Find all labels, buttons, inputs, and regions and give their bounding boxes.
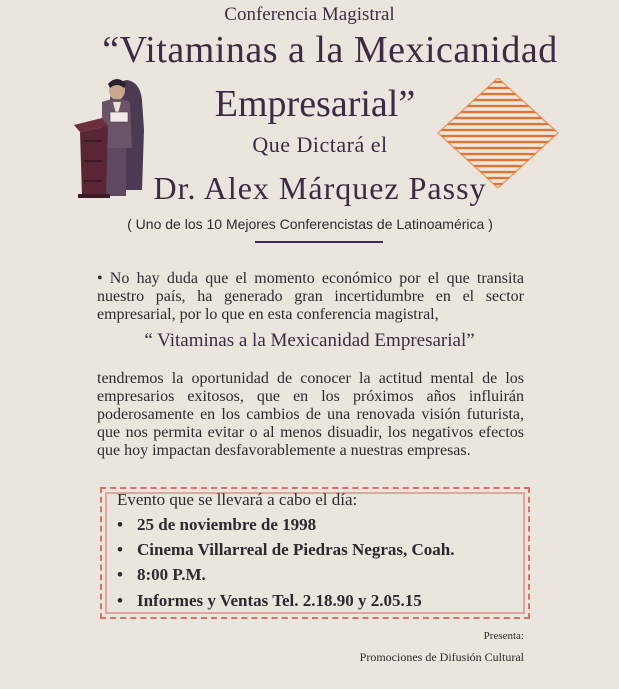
quoted-title: “ Vitaminas a la Mexicanidad Empresarial” (144, 330, 475, 351)
divider-rule (255, 241, 383, 243)
conference-kicker: Conferencia Magistral (224, 4, 395, 25)
event-item-venue (117, 540, 454, 560)
event-item-info (117, 591, 422, 611)
event-item-text: 8:00 P.M. (137, 565, 206, 584)
bullet-icon: • (117, 515, 123, 534)
speaker-subtitle: ( Uno de los 10 Mejores Conferencistas de Latinoamérica ) (127, 216, 493, 232)
title-line-1: “Vitaminas a la Mexicanidad (102, 29, 558, 71)
event-item-text: Informes y Ventas Tel. 2.18.90 y 2.05.15 (137, 591, 422, 610)
event-item-date (117, 515, 316, 535)
intro-text: Que Dictará el (252, 132, 388, 157)
event-heading: Evento que se llevará a cabo el día: (117, 490, 358, 509)
organizer-name: Promociones de Difusión Cultural (359, 650, 524, 664)
body-paragraph-1: • No hay duda que el momento económico por el que transita nuestro país, ha generado gran incertidumbre en el sector empresarial, por lo que en esta conferencia magistral, (97, 270, 524, 323)
event-item-time (117, 565, 206, 585)
bullet-icon: • (117, 591, 123, 610)
event-item-text: 25 de noviembre de 1998 (137, 515, 317, 534)
event-item-text: Cinema Villarreal de Piedras Negras, Coah. (137, 540, 455, 559)
speaker-name: Dr. Alex Márquez Passy (153, 170, 487, 206)
presenta-label: Presenta: (483, 630, 524, 642)
bullet-icon: • (117, 565, 123, 584)
title-line-2: Empresarial” (214, 83, 416, 125)
bullet-icon: • (117, 540, 123, 559)
body-paragraph-2: tendremos la oportunidad de conocer la actitud mental de los empresarios exitosos, que en los próximos años influirán poderosamente en los cambios de una renovada visión futurista, que nos permita evitar o al menos disuadir, los negativos efectos que hoy impactan desfavorablemente a nuestras empresas. (97, 370, 524, 459)
